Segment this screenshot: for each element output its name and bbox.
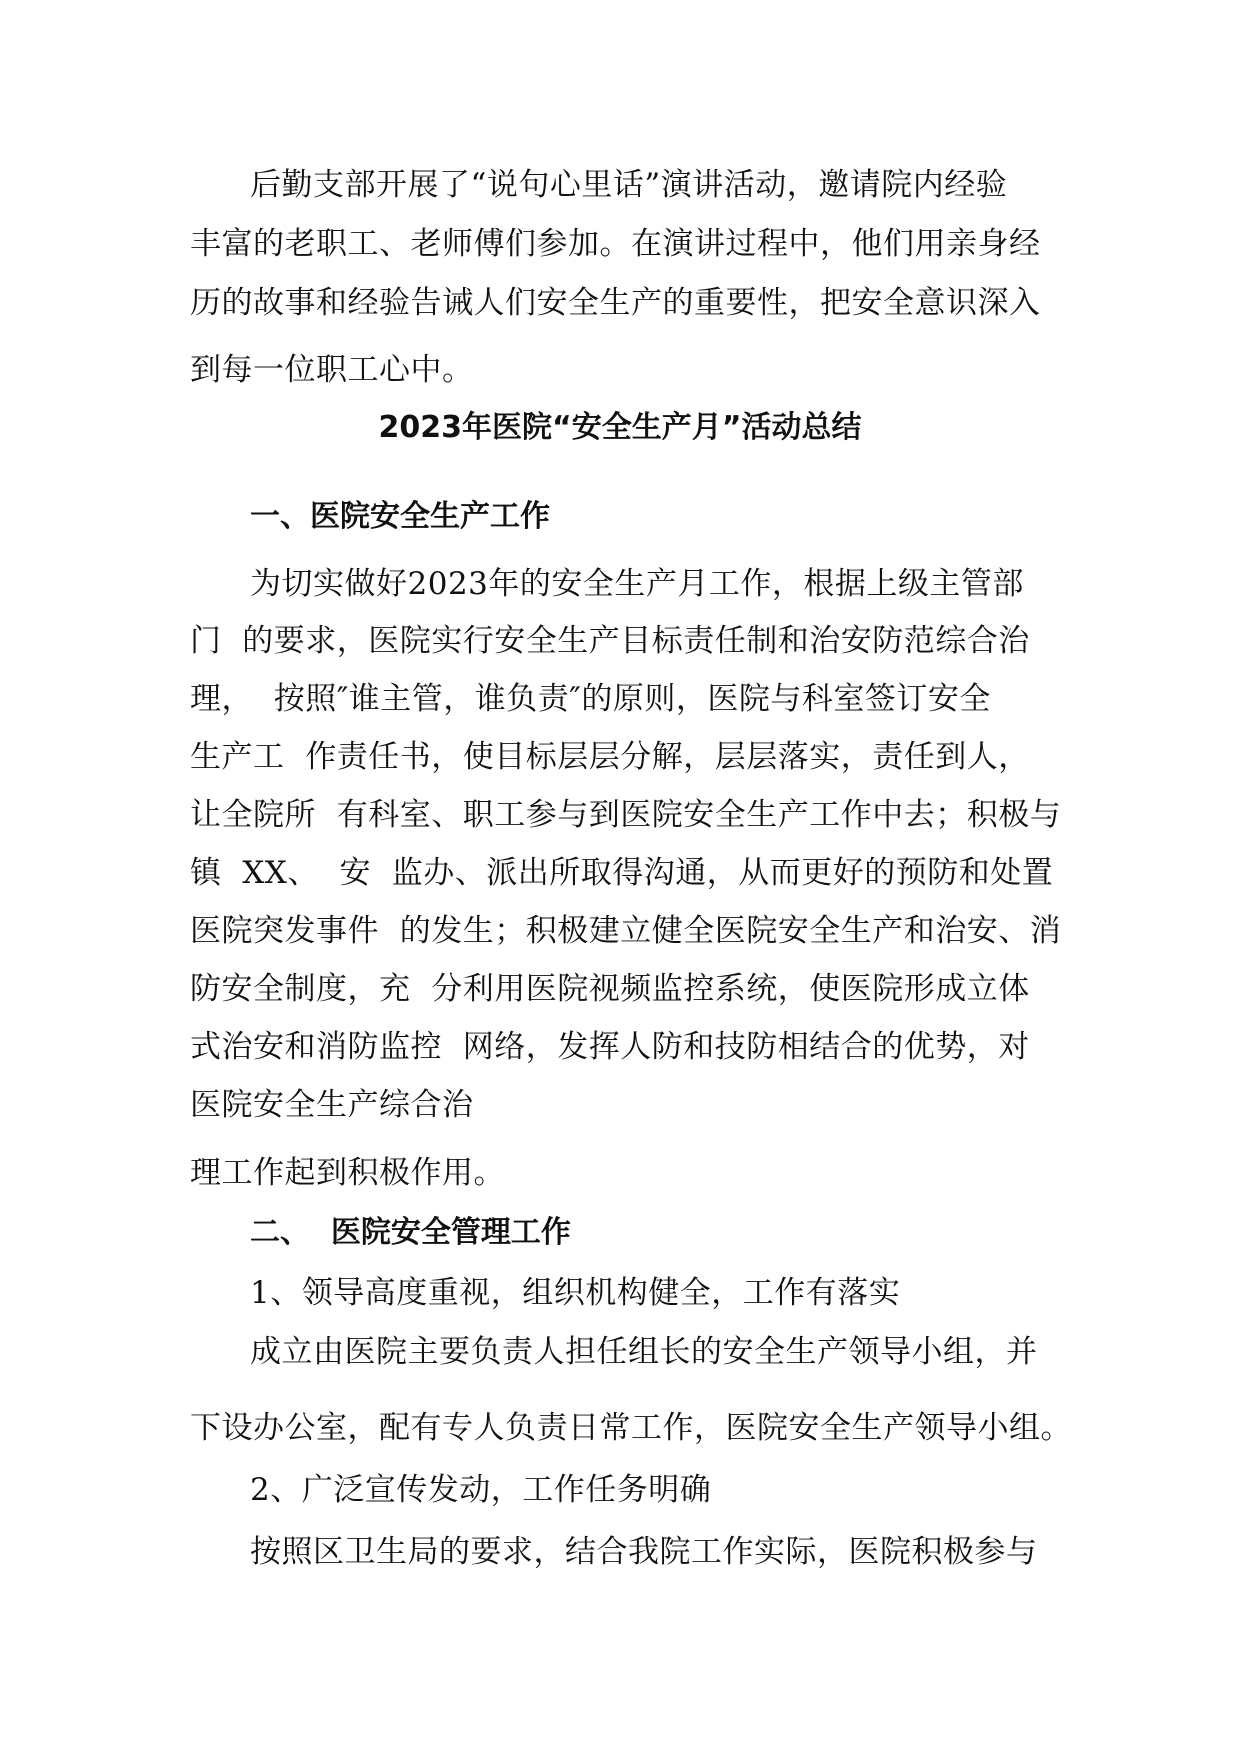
section-1-line-6: 镇 XX、 安 监办、派出所取得沟通，从而更好的预防和处置 [190,855,1054,891]
section-1-line-10: 医院安全生产综合治 [190,1087,474,1123]
section-1-line-8: 防安全制度，充 分利用医院视频监控系统，使医院形成立体 [190,971,1030,1007]
section-2-line-4: 2、广泛宣传发动，工作任务明确 [250,1472,712,1508]
intro-line-1: 后勤支部开展了“说句心里话”演讲活动，邀请院内经验 [250,167,1008,203]
section-2-line-3: 下设办公室，配有专人负责日常工作，医院安全生产领导小组。 [190,1410,1072,1446]
section-1-line-7: 医院突发事件 的发生；积极建立健全医院安全生产和治安、消 [190,913,1062,949]
section-1-line-1: 为切实做好2023年的安全生产月工作，根据上级主管部 [250,566,1024,602]
section-1-line-4: 生产工 作责任书，使目标层层分解，层层落实，责任到人， [190,739,1030,775]
section-1-line-9: 式治安和消防监控 网络，发挥人防和技防相结合的优势，对 [190,1029,1030,1065]
section-2-heading: 二、 医院安全管理工作 [250,1215,571,1250]
section-2-line-2: 成立由医院主要负责人担任组长的安全生产领导小组，并 [250,1334,1038,1370]
section-1-line-2: 门 的要求，医院实行安全生产目标责任制和治安防范综合治 [190,623,1030,659]
section-2-line-5: 按照区卫生局的要求，结合我院工作实际，医院积极参与 [250,1534,1038,1570]
intro-line-3: 历的故事和经验告诫人们安全生产的重要性，把安全意识深入 [190,285,1041,321]
section-1-heading: 一、医院安全生产工作 [250,499,550,534]
intro-line-2: 丰富的老职工、老师傅们参加。在演讲过程中，他们用亲身经 [190,226,1041,262]
section-1-line-11: 理工作起到积极作用。 [190,1155,505,1191]
intro-line-4: 到每一位职工心中。 [190,352,474,388]
document-title: 2023年医院“安全生产月”活动总结 [378,410,862,445]
section-2-line-1: 1、领导高度重视，组织机构健全，工作有落实 [250,1275,901,1311]
section-1-line-5: 让全院所 有科室、职工参与到医院安全生产工作中去；积极与 [190,797,1062,833]
section-1-line-3: 理， 按照″谁主管，谁负责″的原则，医院与科室签订安全 [190,681,991,717]
